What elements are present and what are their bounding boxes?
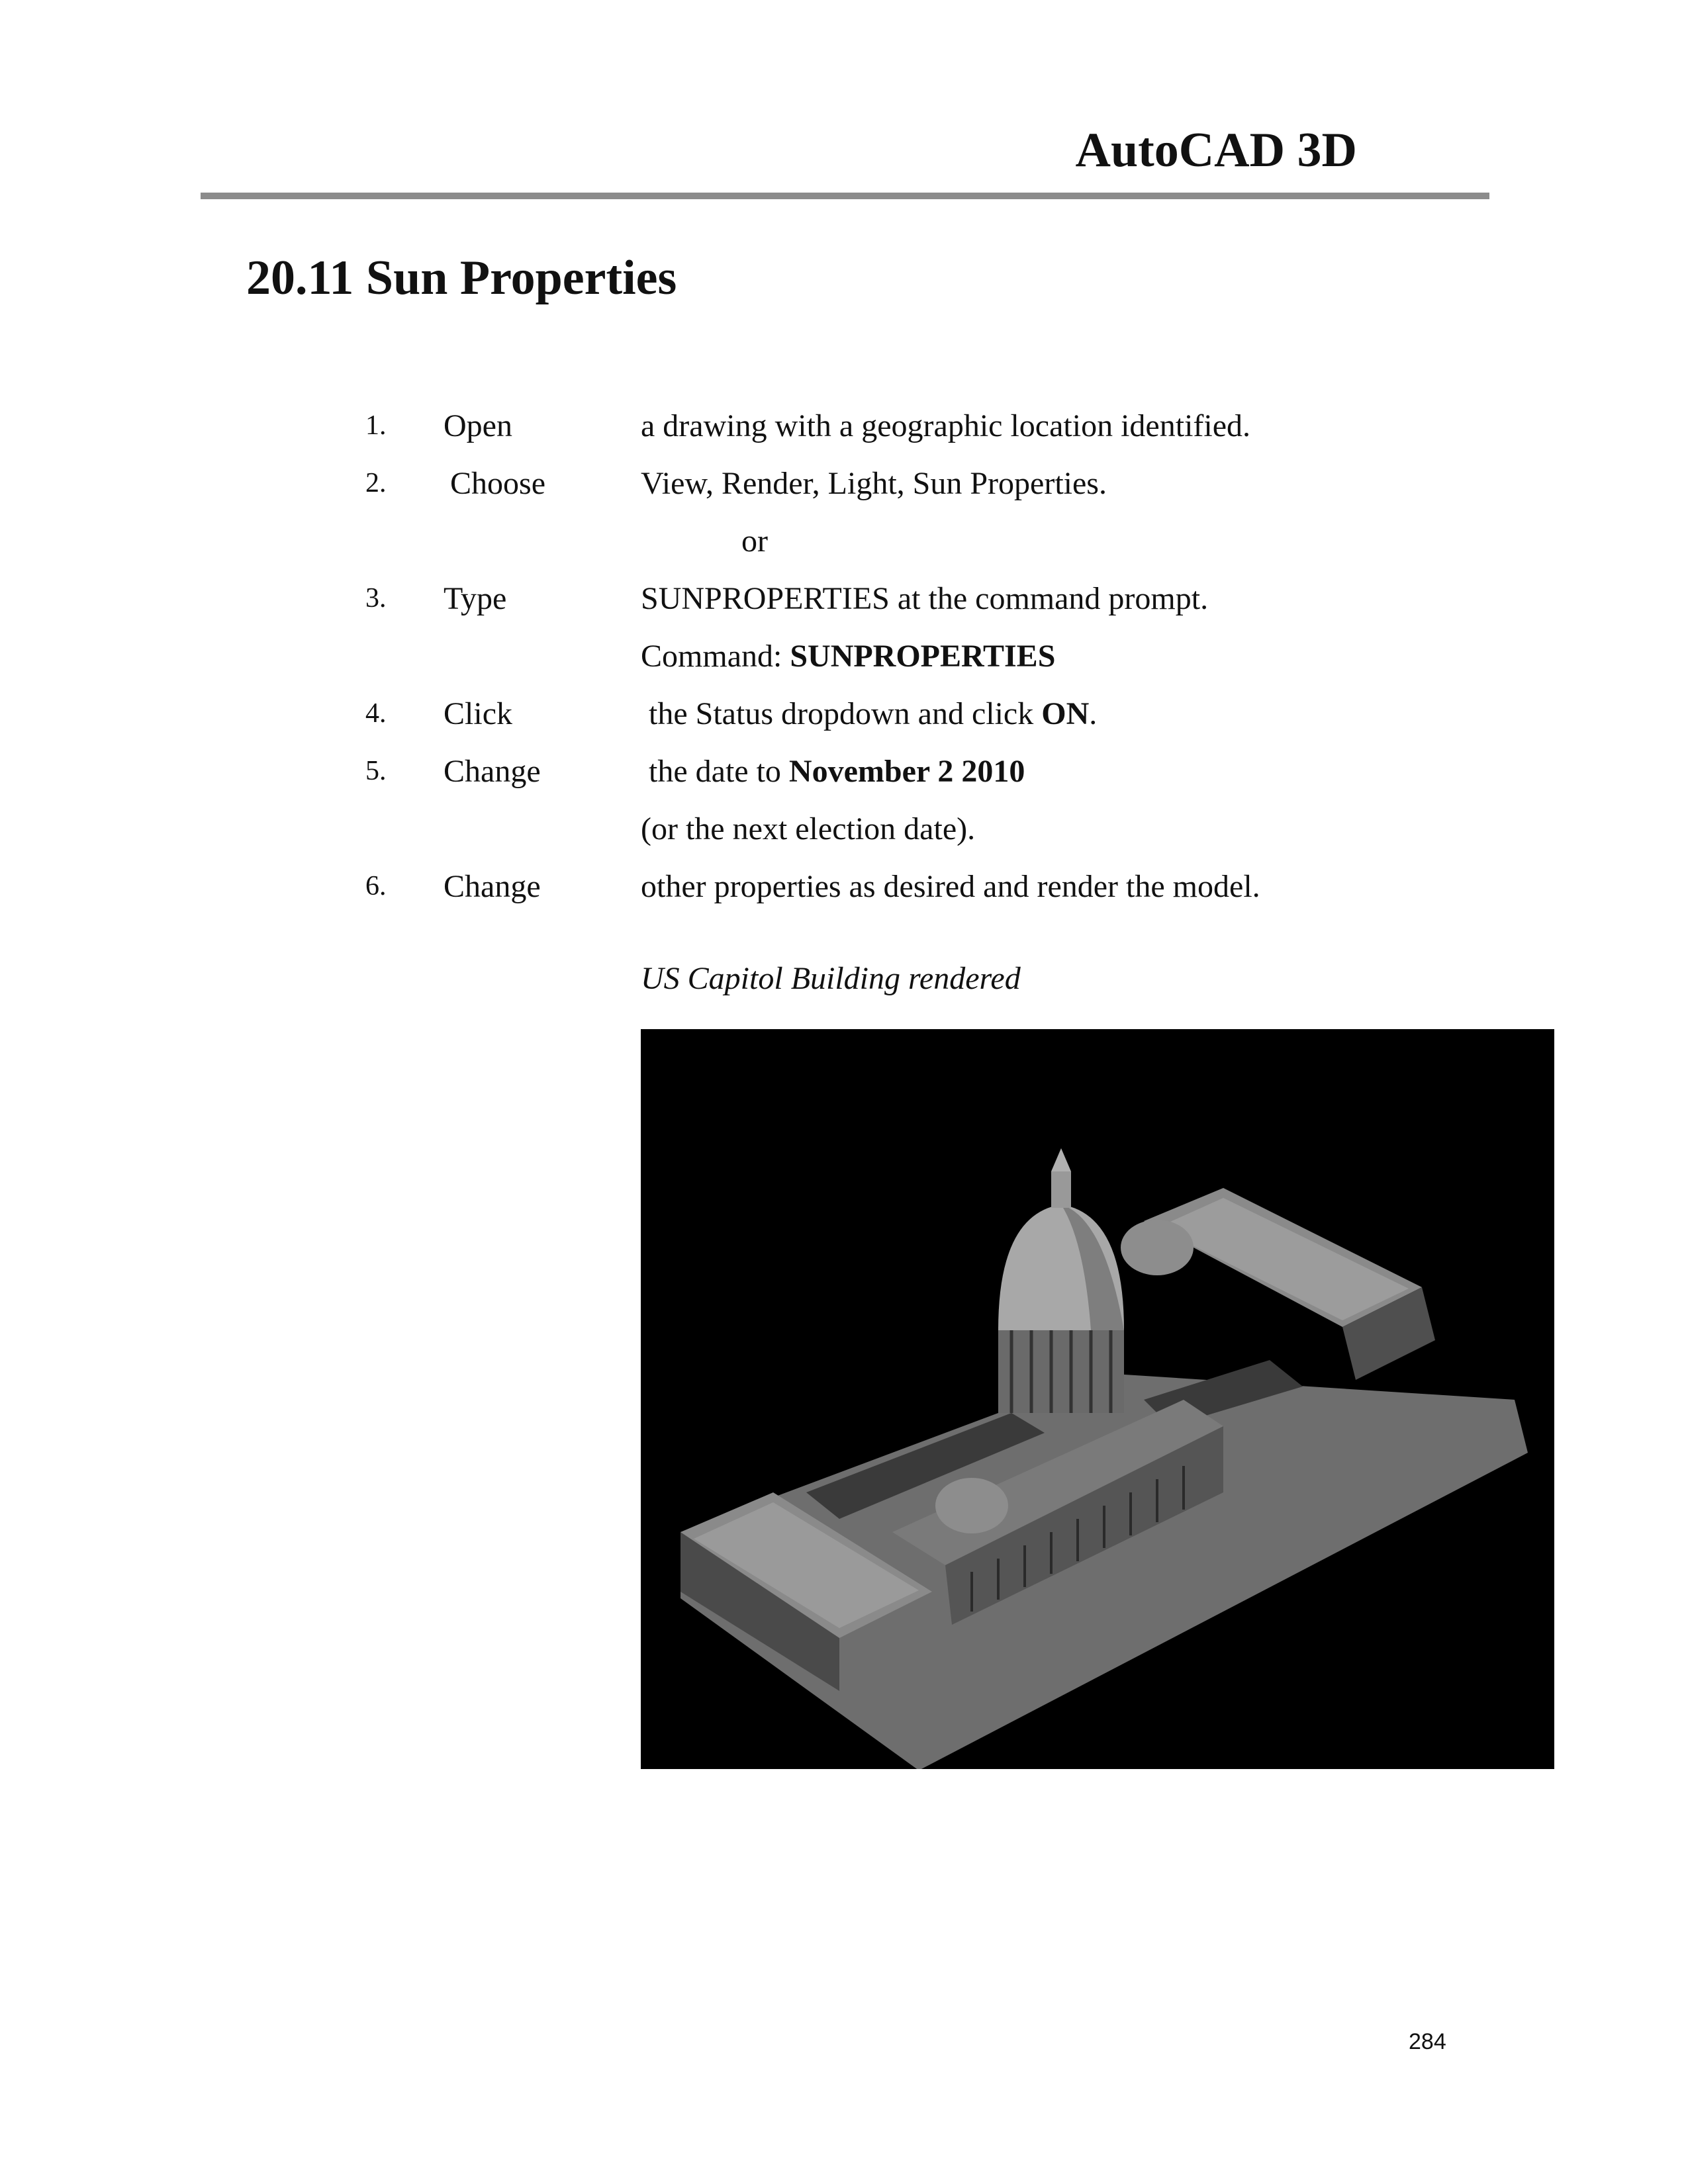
step-description [649,685,1097,743]
step-5-continuation [0,800,1688,858]
figure-caption: US Capitol Building rendered [641,961,1021,996]
step-verb: Change [444,754,541,789]
step-5 [0,743,1688,800]
step-verb: Type [444,581,507,616]
step-description: View, Render, Light, Sun Properties. [641,466,1107,501]
running-header-title: AutoCAD 3D [1075,123,1357,177]
step-number: 3. [365,583,387,614]
command-row [0,627,1688,685]
step-verb: Open [444,408,512,443]
header-rule [201,193,1489,199]
desc-text: . [1089,696,1098,731]
step-verb: Choose [450,466,545,501]
step-number: 4. [365,698,387,729]
desc-emphasis: ON [1041,696,1090,731]
step-verb: Click [444,696,512,731]
section-title: 20.11 Sun Properties [246,251,677,305]
desc-text: the Status dropdown and click [649,696,1042,731]
desc-emphasis: November 2 2010 [788,754,1025,789]
step-verb: Change [444,869,541,904]
step-number: 5. [365,756,387,786]
step-number: 1. [365,410,387,441]
step-2 [0,455,1688,512]
steps-list [0,397,1688,915]
command-label: Command: [641,639,790,674]
step-description: other properties as desired and render the model. [641,869,1260,904]
capitol-render-drawing [641,1029,1554,1769]
step-1 [0,397,1688,455]
page-number: 284 [1409,2029,1446,2054]
or-separator: or [741,523,768,559]
step-description: (or the next election date). [641,811,976,846]
step-description: SUNPROPERTIES at the command prompt. [641,581,1209,616]
command-value: SUNPROPERTIES [790,639,1056,674]
step-description: a drawing with a geographic location identified. [641,408,1251,443]
capitol-render-image [641,1029,1554,1769]
step-4 [0,685,1688,743]
step-description [649,743,1025,800]
step-3 [0,570,1688,627]
desc-text: the date to [649,754,789,789]
command-line [641,627,1055,685]
or-row [0,512,1688,570]
step-6 [0,858,1688,915]
step-number: 6. [365,871,387,901]
step-number: 2. [365,468,387,498]
